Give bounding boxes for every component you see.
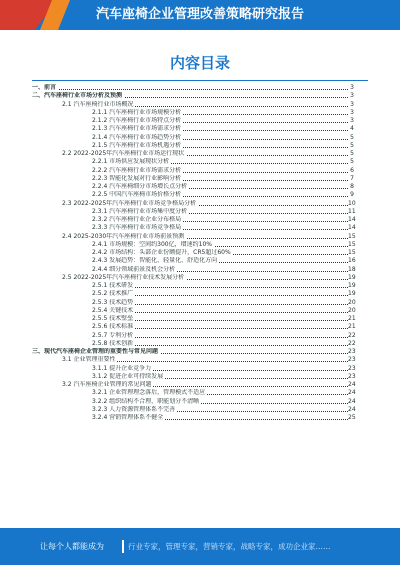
toc-entry-label: 2.1.2 汽车座椅行业市场特点分析	[92, 117, 182, 124]
toc-entry-page: 14	[348, 224, 356, 232]
toc-entry[interactable]	[30, 142, 354, 150]
toc-entry-page: 19	[348, 273, 356, 281]
toc-heading: 内容目录	[169, 54, 230, 72]
toc-entry[interactable]	[30, 216, 354, 224]
toc-entry[interactable]	[30, 365, 354, 373]
toc-entry[interactable]	[30, 290, 354, 298]
toc-entry-label: 2.3.3 汽车座椅行业市场竞争格局	[92, 224, 182, 232]
toc-entry-label: 2.5.7 专利分析	[92, 331, 134, 339]
toc-entry[interactable]	[30, 125, 354, 133]
toc-entry[interactable]	[30, 266, 354, 274]
toc-entry-page: 15	[348, 240, 356, 248]
toc-entry-label: 2.5.6 技术标准	[92, 323, 134, 331]
toc-entry-page: 4	[348, 125, 354, 133]
toc-entry-label: 2.2.1 市场供应发展现状分析	[92, 158, 170, 166]
toc-entry[interactable]	[30, 315, 354, 323]
toc-entry-label: 2.1.5 汽车座椅行业市场机遇分析	[92, 141, 182, 149]
toc-entry[interactable]	[30, 348, 354, 356]
toc-entry[interactable]	[30, 101, 354, 109]
toc-entry[interactable]	[30, 158, 354, 166]
toc-entry-page: 18	[348, 265, 356, 273]
toc-entry-page: 23	[348, 372, 356, 380]
toc-entry[interactable]	[30, 175, 354, 183]
toc-entry-page: 10	[348, 199, 356, 207]
toc-entry-page: 21	[348, 323, 356, 331]
toc-entry-label: 3.2.2 组织结构不合理，职能划分不清晰	[92, 397, 200, 405]
toc-entry-label: 2.3 2022-2025年汽车座椅行业市场竞争格局分析	[62, 199, 197, 207]
toc-entry-label: 2.1 汽车座椅行业市场概况	[62, 100, 134, 108]
toc-entry-label: 2.2.4 汽车座椅细分市场增长点分析	[92, 183, 188, 190]
toc-entry-label: 3.2.3 人力资源管理体系不完善	[92, 405, 176, 413]
toc-entry-label: 2.4.4 细分领域前景及机会分析	[92, 265, 176, 273]
toc-entry-label: 2.5.3 技术趋势	[92, 298, 134, 306]
toc-entry-label: 3.1.1 提升企业竞争力	[92, 364, 152, 372]
toc-entry-page: 6	[348, 167, 354, 175]
toc-entry[interactable]	[30, 241, 354, 249]
toc-entry-label: 2.2.3 智能化发展对行业影响分析	[92, 174, 182, 182]
header-banner	[0, 0, 400, 30]
footer-tagline: 行业专家，管理专家，营销专家，战略专家，成功企业家……	[128, 542, 331, 551]
toc-entry-page: 3	[348, 92, 354, 100]
toc-entry[interactable]	[30, 109, 354, 117]
report-title: 汽车座椅企业管理改善策略研究报告	[95, 7, 304, 22]
toc-entry-page: 16	[348, 257, 356, 265]
toc-entry[interactable]	[30, 224, 354, 232]
toc-entry[interactable]	[30, 92, 354, 100]
toc-entry-label: 2.4.1 市场规模：空间约300亿，增速约10%	[92, 240, 212, 248]
toc-entry-page: 19	[348, 290, 356, 298]
toc-entry[interactable]	[30, 406, 354, 414]
toc-entry-page: 3	[348, 109, 354, 117]
toc-entry[interactable]	[30, 414, 354, 422]
toc-entry-page: 3	[348, 101, 354, 109]
toc-entry-label: 一、前言	[32, 84, 57, 91]
toc-entry-page: 3	[348, 117, 354, 125]
toc-entry-label: 2.4 2025-2030年汽车座椅行业市场前景预测	[62, 232, 185, 240]
toc-entry-page: 5	[348, 142, 354, 150]
toc-entry[interactable]	[30, 191, 354, 199]
toc-entry-label: 2.5.1 技术研发	[92, 282, 134, 289]
toc-entry-page: 25	[348, 414, 356, 421]
toc-entry-page: 22	[348, 339, 356, 347]
toc-entry-label: 2.1.1 汽车座椅行业市场规模分析	[92, 108, 182, 116]
toc-entry[interactable]	[30, 150, 354, 158]
footer-separator	[122, 540, 124, 553]
toc-entry[interactable]	[30, 332, 354, 340]
toc-entry[interactable]	[30, 356, 354, 364]
toc-entry[interactable]	[30, 134, 354, 142]
toc-entry-label: 3.2.1 企业管理理念落后，管理模式不适应	[92, 389, 206, 397]
toc-entry-page: 19	[348, 282, 356, 289]
toc-entry[interactable]	[30, 233, 354, 241]
toc-entry[interactable]	[30, 282, 354, 290]
toc-entry-label: 2.2.5 中国汽车座椅市场价格分析	[92, 191, 182, 199]
toc-entry-label: 2.4.2 市场结构：头部企业份额提升，CR5超过60%	[92, 249, 231, 256]
toc-entry-label: 2.2 2022-2025年汽车座椅行业市场运行现状	[62, 150, 185, 157]
toc-entry[interactable]	[30, 299, 354, 307]
toc-entry-label: 2.5.5 技术壁垒	[92, 315, 134, 322]
toc-entry-page: 15	[348, 232, 356, 240]
footer-banner	[0, 528, 400, 565]
toc-entry-label: 3.1 企业管理重要性	[62, 356, 116, 364]
toc-entry[interactable]	[30, 249, 354, 257]
toc-entry[interactable]	[30, 323, 354, 331]
table-of-contents	[30, 84, 354, 422]
toc-entry-page: 24	[348, 381, 356, 388]
toc-entry-page: 3	[348, 84, 354, 92]
toc-entry-label: 2.5 2022-2025年汽车座椅行业技术发展分析	[62, 273, 185, 281]
toc-entry-label: 2.5.4 关键技术	[92, 306, 134, 314]
toc-entry[interactable]	[30, 84, 354, 92]
toc-entry-page: 5	[348, 150, 354, 158]
footer-slogan: 让每个人都能成为	[40, 542, 104, 551]
toc-leader-dots	[32, 89, 348, 90]
toc-entry-page: 5	[348, 134, 354, 142]
toc-entry-label: 2.3.1 汽车座椅行业市场集中度分析	[92, 207, 188, 215]
toc-entry-label: 2.1.3 汽车座椅行业市场需求分析	[92, 125, 182, 133]
toc-entry-page: 20	[348, 306, 356, 314]
toc-entry-label: 2.5.8 技术创新	[92, 339, 134, 347]
toc-entry-page: 9	[348, 191, 354, 199]
toc-entry-page: 20	[348, 298, 356, 306]
toc-entry[interactable]	[30, 200, 354, 208]
toc-entry-page: 22	[348, 331, 356, 339]
toc-entry-page: 14	[348, 216, 356, 223]
toc-entry[interactable]	[30, 257, 354, 265]
toc-entry-label: 3.1.2 促进企业可持续发展	[92, 372, 164, 380]
toc-entry[interactable]	[30, 117, 354, 125]
toc-entry[interactable]	[30, 307, 354, 315]
toc-entry[interactable]	[30, 274, 354, 282]
toc-entry-page: 24	[348, 397, 356, 405]
toc-entry[interactable]	[30, 373, 354, 381]
toc-entry-page: 15	[348, 249, 356, 256]
toc-entry-label: 3.2.4 营销管理体系不健全	[92, 414, 164, 421]
toc-entry-label: 三、现代汽车座椅企业管理的重要性与常见问题	[32, 348, 159, 355]
toc-entry-label: 2.4.3 发展趋势：智能化、轻量化、舒适化方向	[92, 257, 218, 265]
toc-entry-label: 2.3.2 汽车座椅行业企业分布格局	[92, 216, 182, 223]
toc-entry-label: 3.2 汽车座椅企业管理的常见问题	[62, 381, 152, 388]
toc-entry-page: 5	[348, 158, 354, 166]
toc-entry[interactable]	[30, 381, 354, 389]
toc-entry-page: 24	[348, 389, 356, 397]
toc-entry-page: 23	[348, 348, 356, 355]
toc-entry-page: 21	[348, 315, 356, 322]
toc-entry-label: 2.1.4 汽车座椅行业市场趋势分析	[92, 133, 182, 141]
toc-entry-page: 11	[348, 207, 356, 215]
toc-entry[interactable]	[30, 340, 354, 348]
toc-entry-page: 8	[348, 183, 354, 191]
toc-entry-page: 23	[348, 364, 356, 372]
toc-entry-label: 二、汽车座椅行业市场分析及预测	[32, 92, 123, 100]
toc-entry-label: 2.5.2 技术推广	[92, 290, 134, 298]
toc-entry-page: 24	[348, 405, 356, 413]
toc-entry[interactable]	[30, 208, 354, 216]
toc-entry-label: 2.2.2 汽车座椅行业市场需求分析	[92, 166, 182, 174]
toc-entry[interactable]	[30, 389, 354, 397]
toc-entry-page: 23	[348, 356, 356, 364]
toc-entry[interactable]	[30, 183, 354, 191]
toc-divider	[32, 80, 368, 81]
toc-entry[interactable]	[30, 398, 354, 406]
toc-entry-page: 7	[348, 175, 354, 183]
toc-entry[interactable]	[30, 167, 354, 175]
